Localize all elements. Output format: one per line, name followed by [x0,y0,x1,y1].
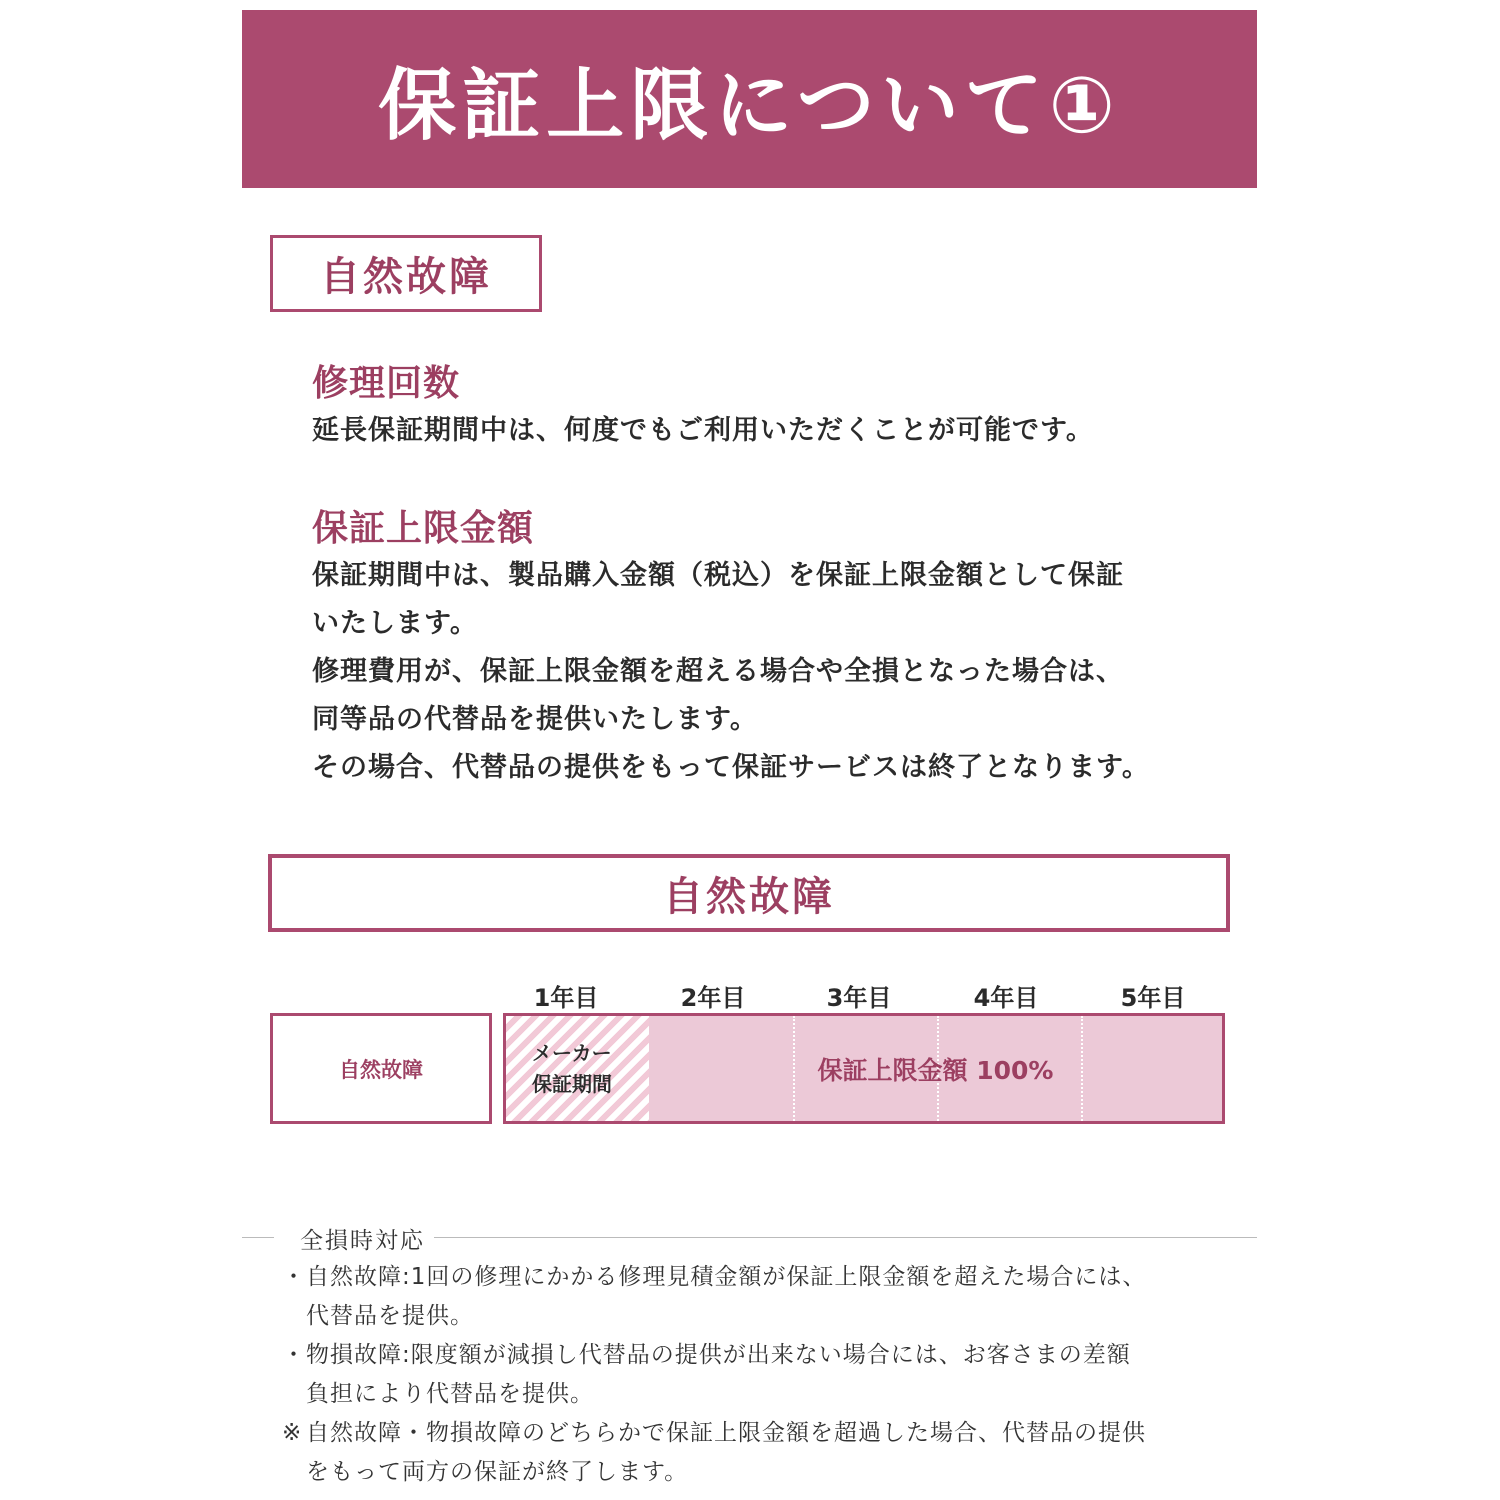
notes-header [242,1222,1257,1254]
coverage-bar [503,1013,1225,1124]
maker-warranty-label: メーカー [532,1040,612,1065]
note-item [282,1336,1232,1414]
natural-failure-tag: 自然故障 [270,235,542,312]
divider-line [242,1237,274,1238]
title-banner [242,10,1257,188]
page-title: 保証上限について① [378,61,1121,151]
bullet-mark: ・ [282,1342,306,1368]
reference-mark: ※ [282,1420,303,1446]
year-header [0,978,1500,1012]
note-item [282,1258,1232,1336]
coverage-limit-heading: 保証上限金額 [312,508,535,549]
bullet-mark: ・ [282,1264,306,1290]
coverage-limit-body [312,552,1150,792]
notes-title: 全損時対応 [294,1222,431,1255]
body-line: 同等品の代替品を提供いたします。 [312,704,758,735]
year-label: 3年目 [826,984,892,1012]
coverage-label: 保証上限金額 100% [817,1055,1054,1085]
repair-count-heading: 修理回数 [312,363,461,404]
maker-warranty-label: 保証期間 [532,1071,612,1096]
body-line: その場合、代替品の提供をもって保証サービスは終了となります。 [312,752,1150,783]
body-line: 延長保証期間中は、何度でもご利用いただくことが可能です。 [312,415,1094,446]
note-line: 負担により代替品を提供。 [306,1381,594,1407]
maker-warranty-segment [506,1016,649,1121]
divider-line [434,1237,1257,1238]
year-label: 2年目 [680,984,746,1012]
note-line: をもって両方の保証が終了します。 [306,1459,689,1485]
body-line: 修理費用が、保証上限金額を超える場合や全損となった場合は、 [312,656,1124,687]
note-line: 物損故障:限度額が減損し代替品の提供が出来ない場合には、お客さまの差額 [306,1342,1131,1368]
note-item [282,1414,1232,1492]
year-label: 4年目 [973,984,1039,1012]
note-line: 代替品を提供。 [306,1303,474,1329]
body-line: いたします。 [312,608,478,639]
notes-list [282,1258,1232,1492]
note-line: 自然故障・物損故障のどちらかで保証上限金額を超過した場合、代替品の提供 [306,1420,1146,1446]
table-title: 自然故障 [268,854,1230,932]
row-label: 自然故障 [270,1013,492,1124]
repair-count-body [312,407,1094,455]
note-line: 自然故障:1回の修理にかかる修理見積金額が保証上限金額を超えた場合には、 [306,1264,1147,1290]
year-label: 1年目 [533,984,599,1012]
body-line: 保証期間中は、製品購入金額（税込）を保証上限金額として保証 [312,560,1124,591]
year-label: 5年目 [1120,984,1186,1012]
